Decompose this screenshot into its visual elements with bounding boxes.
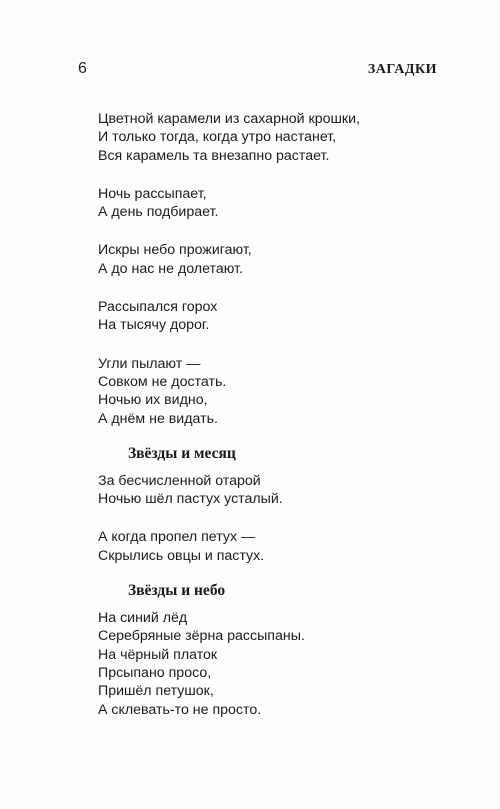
verse-line: Ночью их видно, [98, 392, 208, 409]
verse-line: А днём не видать. [98, 410, 218, 427]
verse-line: А день подбирает. [98, 204, 219, 221]
running-head: ЗАГАДКИ [367, 62, 437, 77]
verse-line: Цветной карамели из сахарной крошки, [98, 111, 360, 127]
verse-line: Серебряные зёрна рассыпаны. [98, 628, 305, 645]
page-number: 6 [78, 60, 87, 77]
riddle [98, 298, 438, 335]
verse-line: И только тогда, когда утро настанет, [98, 129, 337, 146]
verse-line: Угли пылают — [98, 355, 201, 372]
riddle [98, 609, 438, 719]
verse-line: Рассыпался горох [98, 299, 218, 316]
riddle [98, 472, 438, 509]
verse-line: Скрылись овцы и пастух. [98, 547, 265, 564]
verse-line: Совком не достать. [98, 373, 227, 390]
verse-line: Искры небо прожигают, [98, 242, 252, 259]
page-content [98, 110, 438, 719]
riddle [98, 241, 438, 278]
verse-line: На синий лёд [98, 610, 188, 627]
verse-line: Пришёл петушок, [98, 683, 214, 700]
verse-line: За бесчисленной отарой [98, 472, 261, 489]
verse-line: А до нас не долетают. [98, 260, 243, 277]
stanza [98, 110, 438, 165]
verse-line: Прсыпано просо, [98, 664, 212, 681]
section-title: Звёзды и небо [128, 582, 226, 600]
verse-line: На тысячу дорог. [98, 317, 210, 334]
verse-line: На чёрный платок [98, 646, 218, 663]
verse-line: Ночь рассыпает, [98, 185, 207, 202]
verse-line: Вся карамель та внезапно растает. [98, 147, 330, 164]
section-title: Звёзды и месяц [128, 444, 236, 462]
verse-line: А склевать-то не просто. [98, 701, 262, 718]
verse-line: А когда пропел петух — [98, 529, 256, 546]
riddle [98, 355, 438, 428]
riddle [98, 528, 438, 565]
verse-line: Ночью шёл пастух усталый. [98, 491, 283, 508]
riddle [98, 185, 438, 222]
